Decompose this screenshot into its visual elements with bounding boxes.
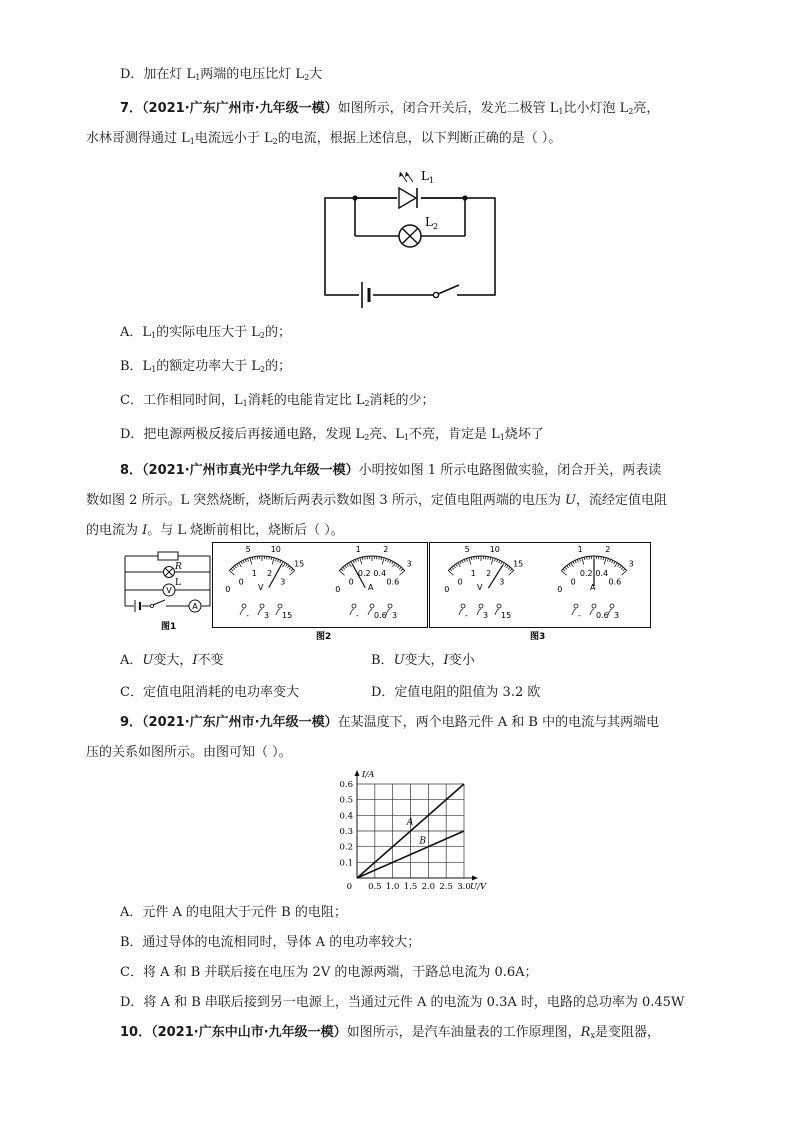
switch-icon (433, 285, 459, 299)
amp-meter-reading-after (557, 545, 633, 620)
meter-terminal-label: - (578, 611, 581, 620)
svg-text:R: R (175, 562, 182, 572)
meter-terminal (278, 604, 282, 608)
q7-source: （2021·广东广州市·九年级一模） (142, 101, 338, 116)
figure3-caption: 图3 (530, 632, 546, 642)
meter-terminal-label: 3 (614, 611, 620, 620)
q9-stem-line2: 压的关系如图所示。由图可知（ ）。 (86, 745, 292, 760)
meter-terminal (260, 604, 264, 608)
y-tick-label: 0.3 (339, 827, 353, 837)
q10-stem-line1: 10．（2021·广东中山市·九年级一模）如图所示，是汽车油量表的工作原理图，$R_x$是变阻器， (120, 1025, 660, 1040)
q7-stem-line1: 7．（2021·广东广州市·九年级一模）如图所示，闭合开关后，发光二极管 $L_1$比小灯泡 $L_2$亮， (120, 101, 660, 116)
meter-inner-tick-label: 0 (238, 577, 244, 587)
meter-zero-label: 0 (225, 584, 231, 594)
y-tick-label: 0.6 (339, 780, 353, 790)
meter-terminal (352, 604, 356, 608)
q9-option-d: D．将 A 和 B 串联后接到另一电源上，当通过元件 A 的电流为 0.3A 时，电路的总功率为 0.45W (120, 995, 685, 1010)
q9-iu-chart (330, 768, 500, 893)
meter-terminal (497, 604, 501, 608)
svg-text:V: V (166, 586, 172, 595)
q6-option-d: D．加在灯 $L_1$两端的电压比灯 $L_2$大 (120, 67, 323, 82)
meter-inner-tick-label: 0.6 (386, 577, 400, 587)
meter-outer-tick-label: 3 (406, 559, 412, 569)
origin-label: 0 (346, 882, 352, 892)
meter-terminal-label: 15 (282, 611, 293, 620)
q7-option-a: A．$L_1$的实际电压大于 $L_2$的； (120, 325, 291, 340)
q7-circuit-diagram (315, 160, 505, 305)
figure2-caption: 图2 (316, 632, 332, 642)
q9-option-a: A．元件 A 的电阻大于元件 B 的电阻； (120, 905, 347, 920)
meter-inner-tick-label: 1 (251, 569, 257, 579)
lamp-label: $L_2$ (425, 215, 439, 231)
meter-inner-tick-label: 0 (570, 577, 576, 587)
meter-terminal-label: - (356, 611, 359, 620)
q8-figure1-circuit (120, 550, 215, 635)
meter-terminal (461, 604, 465, 608)
fig1-lamp-icon (164, 567, 175, 578)
q8-stem-line3: 的电流为 I。与 L 烧断前相比，烧断后（ ）。 (86, 523, 344, 538)
q7-stem-line2: 水林哥测得通过 $L_1$电流远小于 $L_2$的电流，根据上述信息，以下判断正确的是（ ）。 (86, 131, 562, 146)
y-tick-label: 0.1 (339, 858, 353, 869)
meter-unit-label: V (477, 583, 483, 592)
meter-inner-tick-label: 3 (499, 577, 505, 587)
q8-figure3-meters (429, 542, 651, 642)
meter-terminal (388, 604, 392, 608)
x-tick-label: 3.0 (457, 882, 471, 892)
meter-zero-label: 0 (557, 584, 563, 594)
q8-option-a: A．U变大，I不变 (120, 653, 224, 668)
series-label-B: B (419, 836, 427, 847)
q10-source: （2021·广东中山市·九年级一模） (151, 1025, 347, 1040)
q8-option-b: B．U变大，I变小 (371, 653, 475, 668)
meter-outer-tick-label: 10 (489, 544, 500, 554)
meter-inner-tick-label: 2 (267, 569, 273, 579)
svg-text:L: L (175, 578, 181, 588)
meter-terminal (592, 604, 596, 608)
lamp-icon (399, 225, 421, 247)
led-label: $L_1$ (421, 169, 435, 185)
meter-outer-tick-label: 3 (628, 559, 634, 569)
figure1-caption: 图1 (161, 622, 177, 632)
meter-outer-tick-label: 5 (464, 544, 470, 554)
meter-outer-tick-label: 10 (270, 544, 281, 554)
q8-option-c: C．定值电阻消耗的电功率变大 (120, 685, 299, 700)
meter-inner-tick-label: 0.2 (579, 569, 593, 579)
q8-option-d: D．定值电阻的阻值为 3.2 欧 (371, 685, 541, 700)
meter-outer-tick-label: 15 (294, 559, 305, 569)
meter-inner-tick-label: 1 (470, 569, 476, 579)
q7-option-d: D．把电源两极反接后再接通电路，发现 $L_2$亮、$L_1$不亮，肯定是 $L_1$烧坏了 (120, 427, 544, 442)
meter-inner-tick-label: 2 (486, 569, 492, 579)
svg-text:A: A (192, 602, 198, 611)
meter-terminal (242, 604, 246, 608)
meter-terminal-label: 3 (392, 611, 398, 620)
meter-outer-tick-label: 15 (513, 559, 524, 569)
meter-terminal (370, 604, 374, 608)
x-tick-label: 2.5 (439, 882, 453, 892)
q8-source: （2021·广州市真光中学九年级一模） (142, 463, 359, 478)
x-axis-label: U/V (470, 882, 487, 892)
meter-outer-tick-label: 2 (383, 544, 389, 554)
meter-terminal-label: - (246, 611, 249, 620)
y-tick-label: 0.5 (339, 795, 353, 806)
resistor-icon (158, 552, 178, 560)
q9-stem-line1: 9．（2021·广东广州市·九年级一模）在某温度下，两个电路元件 A 和 B 中的电流与其两端电 (120, 715, 660, 730)
meter-terminal-label: - (465, 611, 468, 620)
meter-unit-label: A (368, 583, 374, 592)
meter-zero-label: 0 (335, 584, 341, 594)
meter-outer-tick-label: 5 (245, 544, 251, 554)
meter-inner-tick-label: 0.2 (357, 569, 371, 579)
volt-meter-reading-after (444, 545, 523, 620)
amp-meter-reading-before (335, 545, 411, 620)
meter-terminal-label: 0.6 (374, 611, 387, 620)
meter-terminal (574, 604, 578, 608)
q8-stem-line1: 8．（2021·广州市真光中学九年级一模）小明按如图 1 所示电路图做实验，闭合开关，两表读 (120, 463, 662, 478)
x-tick-label: 1.5 (403, 882, 418, 892)
x-tick-label: 1.0 (385, 882, 400, 892)
meter-inner-tick-label: 0 (348, 577, 354, 587)
x-tick-label: 0.5 (368, 882, 382, 892)
meter-zero-label: 0 (444, 584, 450, 594)
meter-terminal-label: 3 (483, 611, 489, 620)
q7-option-c: C．工作相同时间，$L_1$消耗的电能肯定比 $L_2$消耗的少； (120, 393, 435, 408)
meter-unit-label: A (590, 583, 596, 592)
battery-icon (359, 282, 373, 308)
meter-inner-tick-label: 0.4 (373, 569, 387, 579)
meter-terminal-label: 0.6 (596, 611, 609, 620)
meter-unit-label: V (258, 583, 264, 592)
meter-terminal (479, 604, 483, 608)
q9-option-b: B．通过导体的电流相同时，导体 A 的电功率较大； (120, 935, 421, 950)
q9-option-c: C．将 A 和 B 并联后接在电压为 2V 的电源两端，干路总电流为 0.6A； (120, 965, 538, 980)
q7-option-b: B．$L_1$的额定功率大于 $L_2$的； (120, 359, 292, 374)
meter-outer-tick-label: 2 (605, 544, 611, 554)
meter-inner-tick-label: 0.4 (595, 569, 609, 579)
volt-meter-reading-before (225, 545, 304, 620)
series-label-A: A (406, 817, 414, 828)
meter-outer-tick-label: 1 (577, 544, 583, 554)
meter-terminal-label: 15 (501, 611, 512, 620)
y-axis-label: I/A (362, 770, 375, 780)
meter-outer-tick-label: 1 (355, 544, 361, 554)
led-icon (397, 172, 421, 209)
meter-terminal (610, 604, 614, 608)
meter-inner-tick-label: 3 (280, 577, 286, 587)
meter-terminal-label: 3 (264, 611, 270, 620)
meter-inner-tick-label: 0.6 (608, 577, 622, 587)
y-tick-label: 0.4 (339, 811, 353, 822)
y-tick-label: 0.2 (339, 842, 353, 853)
x-tick-label: 2.0 (421, 882, 436, 892)
q8-figure2-meters (212, 542, 428, 642)
meter-inner-tick-label: 0 (457, 577, 463, 587)
q9-source: （2021·广东广州市·九年级一模） (142, 715, 338, 730)
q8-stem-line2: 数如图 2 所示。L 突然烧断，烧断后两表示数如图 3 所示，定值电阻两端的电压为 U，流经定值电阻 (86, 493, 667, 508)
